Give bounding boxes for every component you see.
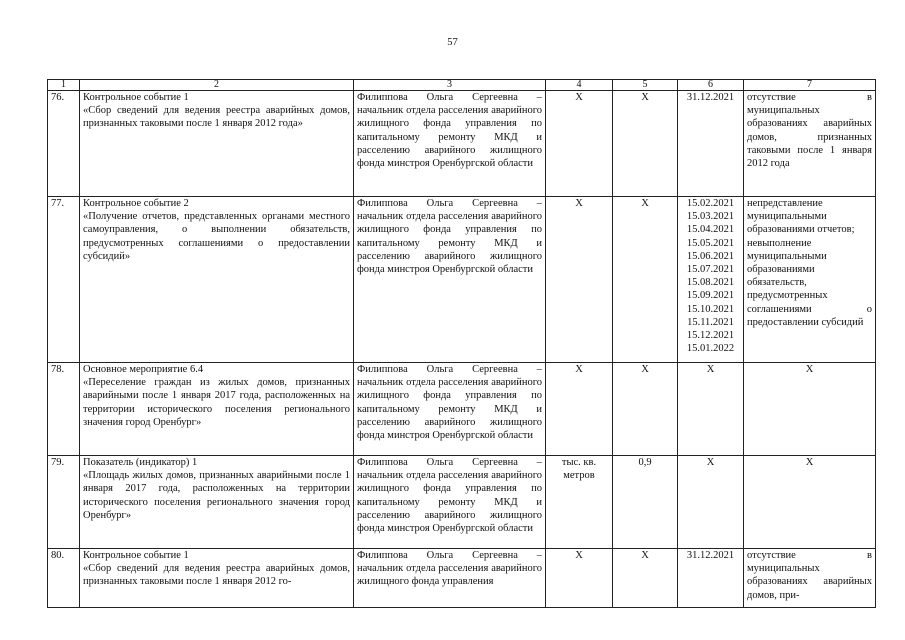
row-col4: Х — [546, 197, 613, 363]
row-date: Х — [678, 363, 744, 456]
row-col5: Х — [613, 363, 678, 456]
row-result: Х — [744, 363, 876, 456]
row-result: Х — [744, 456, 876, 549]
row-responsible: Филиппова Ольга Сергеевна – начальник отдела расселения аварийного жилищного фонда управления по капитальному ремонту МКД и расселению аварийного жилищного фонда минстроя Оренбургской области — [354, 91, 546, 197]
column-number: 3 — [354, 80, 546, 91]
row-col5: Х — [613, 549, 678, 608]
row-col4: Х — [546, 91, 613, 197]
row-col4: Х — [546, 363, 613, 456]
row-responsible: Филиппова Ольга Сергеевна – начальник отдела расселения аварийного жилищного фонда управления по капитальному ремонту МКД и расселению аварийного жилищного фонда минстроя Оренбургской области — [354, 197, 546, 363]
row-number: 78. — [48, 363, 80, 456]
row-value: 0,9 — [613, 456, 678, 549]
row-description: Контрольное событие 2 «Получение отчетов, представленных органами местного самоуправления, о выполнении обязательств, предусмотренных соглашениями о предоставлении субсидий» — [80, 197, 354, 363]
row-description: Основное мероприятие 6.4 «Переселение граждан из жилых домов, признанных аварийными после 1 января 2017 года, расположенных на территории исторического поселения регионального значения город Оренбург» — [80, 363, 354, 456]
row-date: 31.12.2021 — [678, 91, 744, 197]
row-number: 79. — [48, 456, 80, 549]
measures-table — [47, 79, 876, 608]
column-number-row — [48, 80, 876, 91]
row-number: 80. — [48, 549, 80, 608]
column-number: 7 — [744, 80, 876, 91]
row-date: 15.02.2021 15.03.2021 15.04.2021 15.05.2021 15.06.2021 15.07.2021 15.08.2021 15.09.2021 15.10.2021 15.11.2021 15.12.2021 15.01.2022 — [678, 197, 744, 363]
row-responsible: Филиппова Ольга Сергеевна – начальник отдела расселения аварийного жилищного фонда управления — [354, 549, 546, 608]
column-number: 4 — [546, 80, 613, 91]
row-result: отсутствие в муниципальных образованиях аварийных домов, признанных таковыми после 1 января 2012 года — [744, 91, 876, 197]
table-row — [48, 363, 876, 456]
row-col5: Х — [613, 91, 678, 197]
row-date: Х — [678, 456, 744, 549]
row-result: непредставление муниципальными образованиями отчетов; невыполнение муниципальными образованиями обязательств, предусмотренных соглашениями о предоставлении субсидий — [744, 197, 876, 363]
page-number: 57 — [447, 37, 458, 48]
column-number: 5 — [613, 80, 678, 91]
column-number: 6 — [678, 80, 744, 91]
row-responsible: Филиппова Ольга Сергеевна – начальник отдела расселения аварийного жилищного фонда управления по капитальному ремонту МКД и расселению аварийного жилищного фонда минстроя Оренбургской области — [354, 363, 546, 456]
table-row — [48, 456, 876, 549]
row-description: Показатель (индикатор) 1 «Площадь жилых домов, признанных аварийными после 1 января 2017 года, расположенных на территории исторического поселения регионального значения город Оренбург» — [80, 456, 354, 549]
row-responsible: Филиппова Ольга Сергеевна – начальник отдела расселения аварийного жилищного фонда управления по капитальному ремонту МКД и расселению аварийного жилищного фонда минстроя Оренбургской области — [354, 456, 546, 549]
table-row — [48, 197, 876, 363]
row-description: Контрольное событие 1 «Сбор сведений для ведения реестра аварийных домов, признанных таковыми после 1 января 2012 года» — [80, 91, 354, 197]
row-result: отсутствие в муниципальных образованиях аварийных домов, при- — [744, 549, 876, 608]
column-number: 1 — [48, 80, 80, 91]
table-row — [48, 91, 876, 197]
row-number: 77. — [48, 197, 80, 363]
row-col5: Х — [613, 197, 678, 363]
row-description: Контрольное событие 1 «Сбор сведений для ведения реестра аварийных домов, признанных таковыми после 1 января 2012 го- — [80, 549, 354, 608]
row-number: 76. — [48, 91, 80, 197]
row-unit: тыс. кв. метров — [546, 456, 613, 549]
row-date: 31.12.2021 — [678, 549, 744, 608]
column-number: 2 — [80, 80, 354, 91]
row-col4: Х — [546, 549, 613, 608]
table-row — [48, 549, 876, 608]
